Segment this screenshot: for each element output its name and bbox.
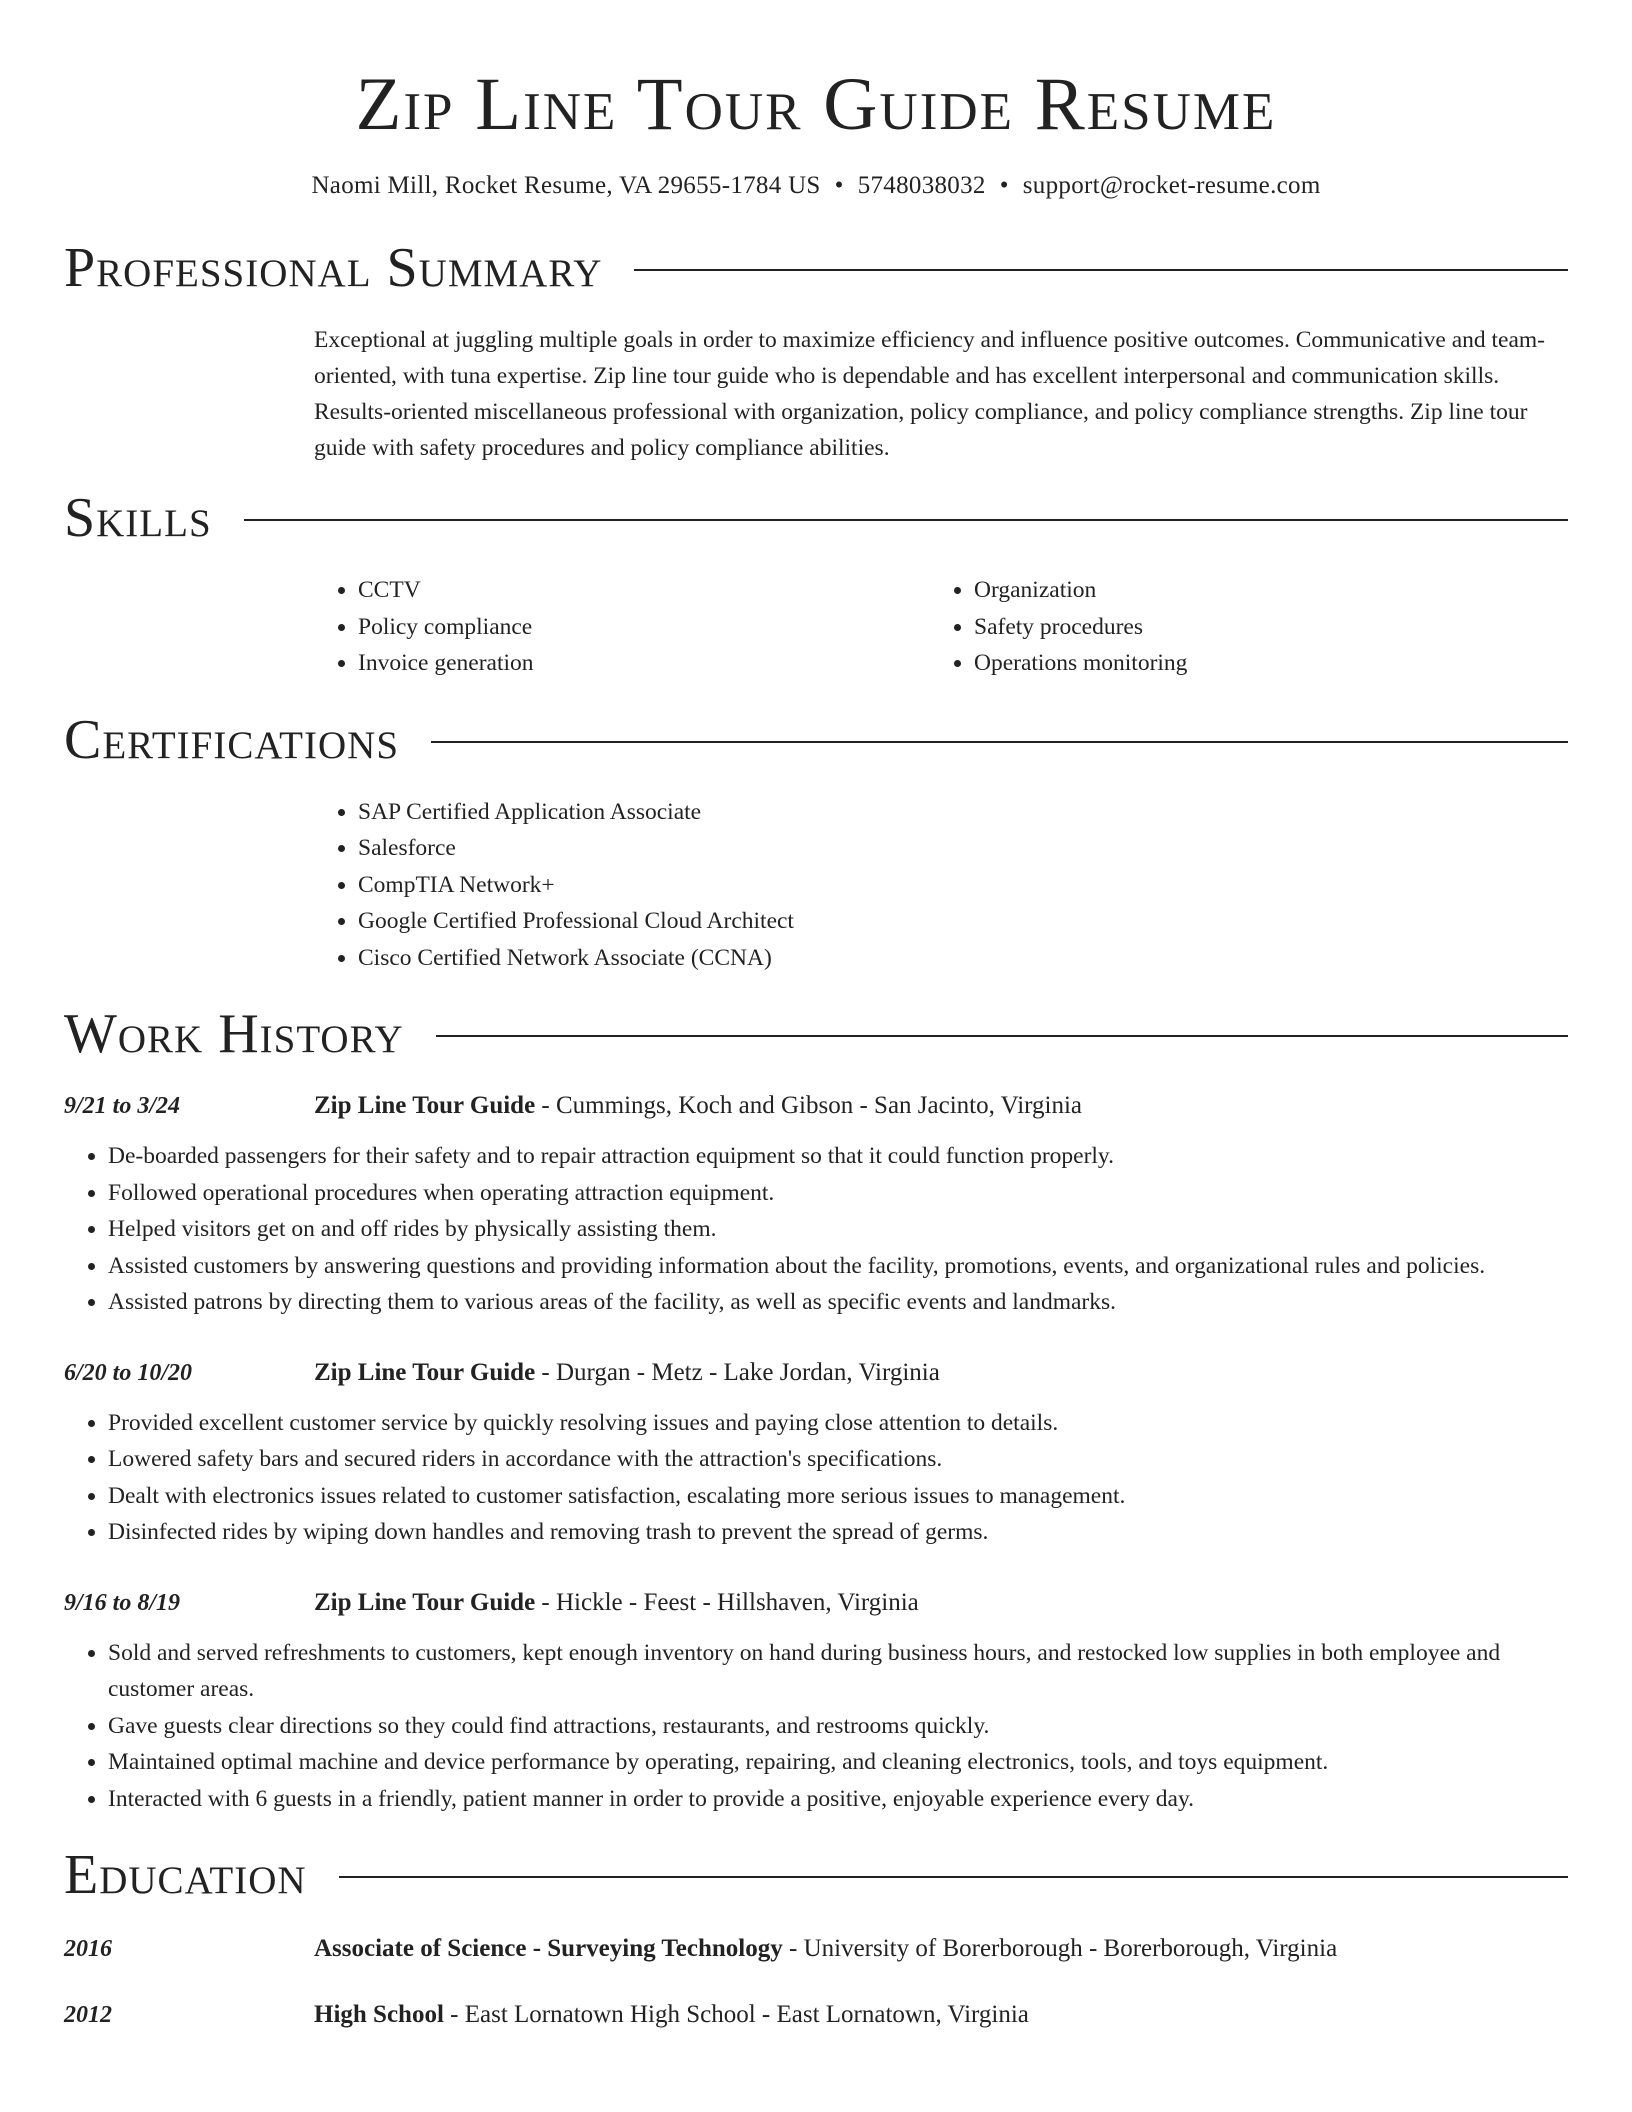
job-dates: 9/16 to 8/19 [64,1589,181,1616]
certifications-heading: Certifications [64,708,400,771]
education-year: 2016 [64,1936,112,1962]
section-divider [431,741,1568,743]
contact-phone: 5748038032 [857,172,986,199]
section-divider [436,1035,1568,1037]
job-bullet: • Maintained optimal machine and device performance by operating, repairing, and cleaning electronics, tools, and toys equipment. [108,1744,1568,1781]
skill-item: • CCTV [358,572,930,609]
certifications-list [314,794,1568,977]
education-list [64,1931,1568,2033]
skills-heading: Skills [64,487,212,549]
certification-item: • CompTIA Network+ [358,867,1568,904]
skill-item: • Policy compliance [358,609,930,646]
education-entry [64,1997,1568,2033]
skill-item: • Organization [974,572,1546,609]
skill-item: • Invoice generation [358,645,930,682]
skill-item: • Operations monitoring [974,645,1546,682]
education-degree: High School [314,2001,444,2028]
resume-page [64,0,1568,2063]
education-year: 2012 [64,2002,112,2028]
job-entry [64,1355,1568,1551]
education-school: - East Lornatown High School - East Lornatown, Virginia [443,2001,1029,2028]
contact-email: support@rocket-resume.com [1022,172,1321,199]
job-bullet: • Sold and served refreshments to customers, kept enough inventory on hand during business hours, and restocked low supplies in both employee and customer areas. [108,1635,1568,1708]
job-heading [314,1585,919,1621]
job-dates: 9/21 to 3/24 [64,1093,181,1119]
job-bullet: • Assisted customers by answering questions and providing information about the facility, promotions, events, and organizational rules and policies. [108,1248,1568,1285]
job-title: Zip Line Tour Guide [314,1092,536,1119]
education-entry [64,1931,1568,1967]
job-heading [314,1355,940,1391]
job-employer: - Cummings, Koch and Gibson - San Jacinto, Virginia [535,1092,1083,1119]
contact-line [64,170,1568,202]
skills-column-right [930,572,1546,682]
education-heading-line [314,1931,1337,1967]
job-bullet: • Assisted patrons by directing them to various areas of the facility, as well as specific events and landmarks. [108,1284,1568,1321]
certifications-section-header [64,708,1568,772]
job-bullet: • Followed operational procedures when operating attraction equipment. [108,1175,1568,1212]
job-bullet: • Provided excellent customer service by quickly resolving issues and paying close attention to details. [108,1405,1568,1442]
work-heading: Work History [64,1003,404,1065]
job-bullet: • Lowered safety bars and secured riders in accordance with the attraction's specifications. [108,1441,1568,1478]
job-entry [64,1585,1568,1818]
certification-item: • SAP Certified Application Associate [358,794,1568,831]
job-bullet: • Helped visitors get on and off rides by physically assisting them. [108,1211,1568,1248]
summary-text: Exceptional at juggling multiple goals in order to maximize efficiency and influence positive outcomes. Communicative and team-oriented, with tuna expertise. Zip line tour guide who is dependable and has excellent interpersonal and communication skills. Results-oriented miscellaneous professional with organization, policy compliance, and policy compliance strengths. Zip line tour guide with safety procedures and policy compliance abilities. [314,327,1546,461]
section-divider [244,519,1568,521]
education-heading-line [314,1997,1029,2033]
summary-heading: Professional Summary [64,237,603,299]
contact-address: Naomi Mill, Rocket Resume, VA 29655-1784 US [311,172,821,199]
certification-item: • Salesforce [358,830,1568,867]
job-employer: - Durgan - Metz - Lake Jordan, Virginia [535,1358,940,1386]
skill-item: • Safety procedures [974,609,1546,646]
job-employer: - Hickle - Feest - Hillshaven, Virginia [535,1588,919,1616]
section-divider [634,269,1568,271]
skills-list [314,572,1568,682]
section-divider [339,1876,1568,1878]
certification-item: • Cisco Certified Network Associate (CCNA) [358,940,1568,977]
job-title: Zip Line Tour Guide [314,1588,536,1616]
job-bullet: • Dealt with electronics issues related to customer satisfaction, escalating more serious issues to management. [108,1478,1568,1515]
job-bullet: • Disinfected rides by wiping down handles and removing trash to prevent the spread of germs. [108,1514,1568,1551]
education-heading: Education [64,1844,307,1906]
job-bullet: • De-boarded passengers for their safety and to repair attraction equipment so that it could function properly. [108,1138,1568,1175]
job-dates: 6/20 to 10/20 [64,1359,193,1386]
work-section-header [64,1002,1568,1066]
education-section-header [64,1843,1568,1907]
certification-item: • Google Certified Professional Cloud Architect [358,903,1568,940]
page-title: Zip Line Tour Guide Resume [355,63,1277,146]
contact-separator: • [999,172,1009,199]
skills-column-left [314,572,930,682]
skills-section-header [64,486,1568,550]
job-bullet: • Interacted with 6 guests in a friendly, patient manner in order to provide a positive, enjoyable experience every day. [108,1781,1568,1818]
education-school: - University of Borerborough - Borerborough, Virginia [782,1935,1338,1962]
job-entry [64,1088,1568,1321]
job-bullet: • Gave guests clear directions so they could find attractions, restaurants, and restrooms quickly. [108,1708,1568,1745]
contact-separator: • [834,172,844,199]
job-title: Zip Line Tour Guide [314,1358,536,1386]
education-degree: Associate of Science - Surveying Technology [314,1935,783,1962]
job-heading [314,1088,1082,1124]
summary-section-header [64,236,1568,300]
